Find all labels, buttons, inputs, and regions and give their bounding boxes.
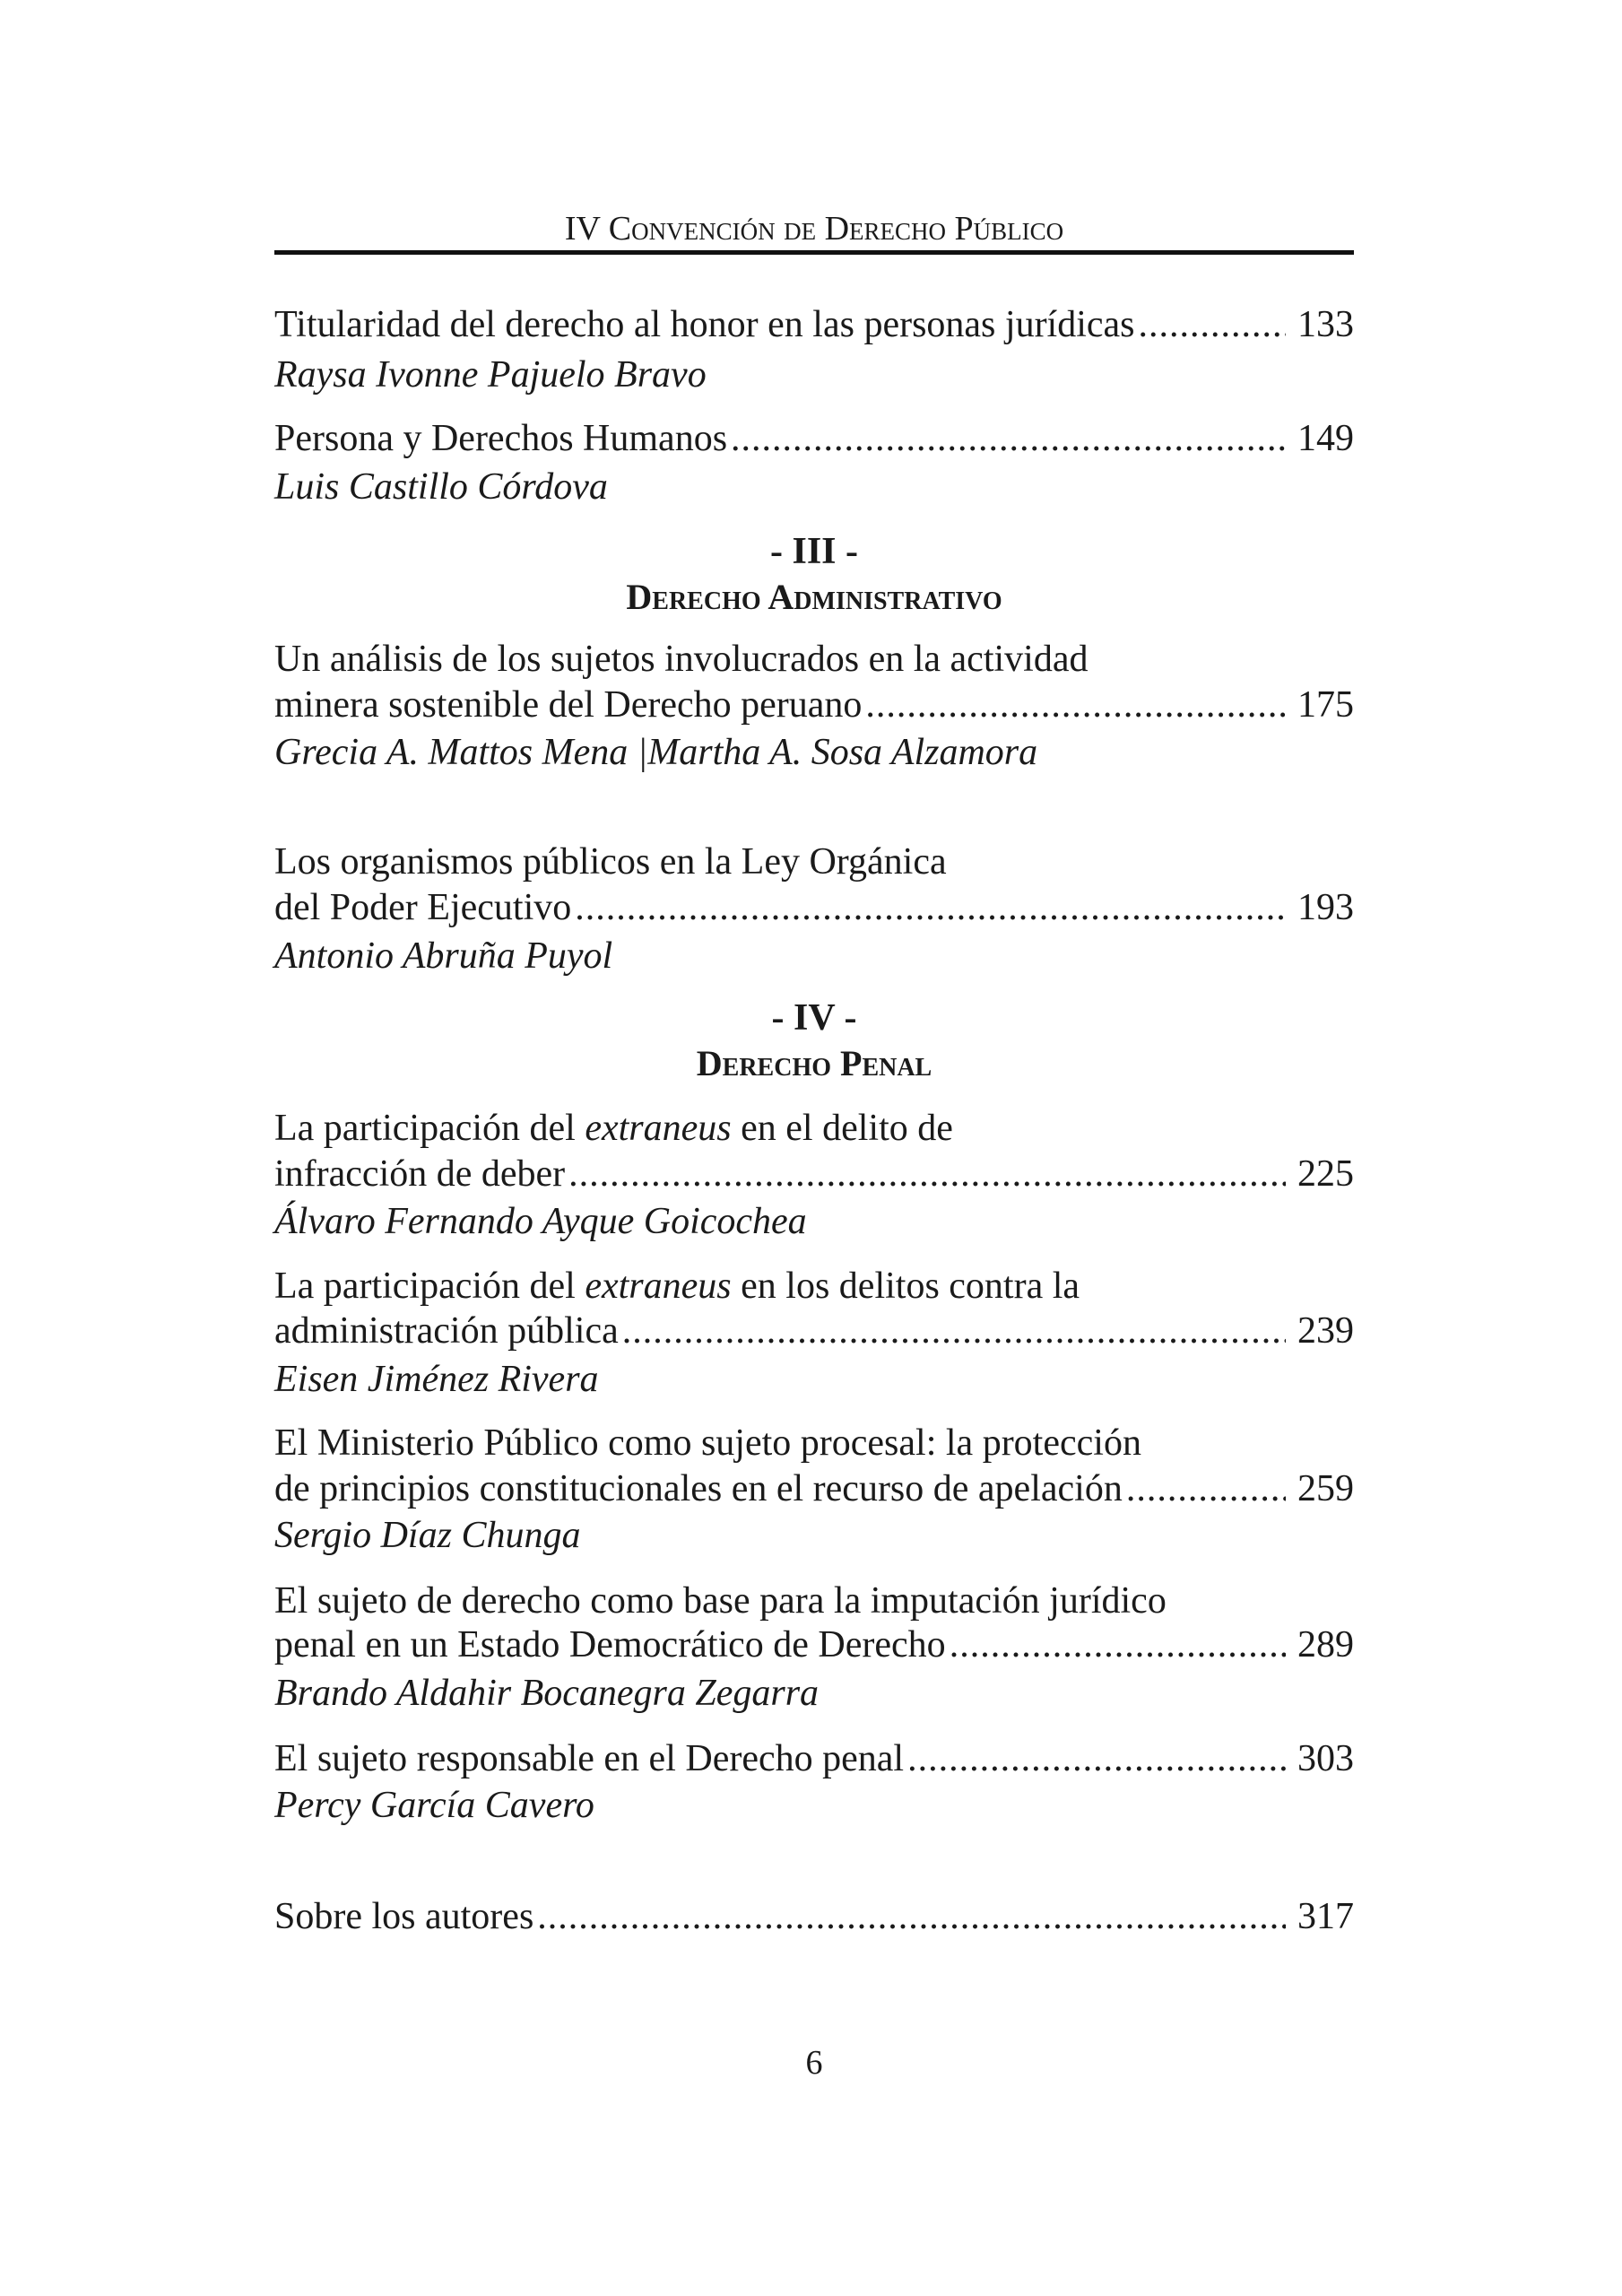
- section-numeral: - IV -: [771, 997, 857, 1039]
- entry-title: [274, 1894, 533, 1939]
- toc-entry-title-line[interactable]: [274, 1421, 1354, 1465]
- dot-leader: [622, 1309, 1286, 1353]
- running-header: IV Convención de Derecho Público: [564, 210, 1064, 248]
- entry-page-number: 303: [1297, 1738, 1354, 1779]
- entry-page-number: 133: [1297, 304, 1354, 345]
- dot-leader: [950, 1622, 1286, 1667]
- dot-leader: [1126, 1466, 1286, 1511]
- page-number: 6: [805, 2044, 823, 2082]
- entry-author: Antonio Abruña Puyol: [274, 935, 613, 977]
- section-heading: Derecho Penal: [696, 1043, 932, 1083]
- entry-title: [274, 1421, 1141, 1465]
- entry-author: Eisen Jiménez Rivera: [274, 1359, 599, 1400]
- entry-title: [274, 1466, 1123, 1511]
- title-segment: en los delitos contra la: [731, 1265, 1080, 1307]
- title-segment: Titularidad del derecho al honor en las personas jurídicas: [274, 304, 1135, 345]
- toc-entry-title-line[interactable]: [274, 1622, 1354, 1667]
- title-segment: del Poder Ejecutivo: [274, 887, 572, 928]
- title-segment: El sujeto responsable en el Derecho penal: [274, 1738, 905, 1779]
- italic-term: extraneus: [585, 1265, 732, 1307]
- entry-title: [274, 1622, 946, 1667]
- toc-entry-title-line[interactable]: [274, 1152, 1354, 1196]
- section-heading: Derecho Administrativo: [626, 577, 1002, 617]
- dot-leader: [537, 1894, 1286, 1939]
- entry-page-number: 259: [1297, 1468, 1354, 1509]
- dot-leader: [865, 683, 1286, 727]
- toc-entry-title-line[interactable]: [274, 1264, 1354, 1309]
- title-segment: de principios constitucionales en el recurso de apelación: [274, 1468, 1123, 1509]
- toc-entry-title-line[interactable]: [274, 885, 1354, 930]
- title-segment: El Ministerio Público como sujeto procesal: la protección: [274, 1422, 1141, 1464]
- header-rule: [274, 250, 1354, 255]
- dot-leader: [1139, 302, 1286, 347]
- title-segment: La participación del: [274, 1108, 585, 1149]
- entry-title: [274, 839, 947, 884]
- entry-author: Percy García Cavero: [274, 1785, 594, 1826]
- entry-title: [274, 637, 1088, 682]
- entry-title: [274, 683, 862, 727]
- section-numeral: - III -: [769, 531, 858, 572]
- title-segment: infracción de deber: [274, 1153, 566, 1195]
- title-segment: Persona y Derechos Humanos: [274, 418, 728, 459]
- toc-entry-title-line[interactable]: [274, 637, 1354, 682]
- title-segment: Sobre los autores: [274, 1896, 534, 1937]
- entry-page-number: 317: [1297, 1896, 1354, 1937]
- title-segment: en el delito de: [731, 1108, 953, 1149]
- entry-title: [274, 1309, 619, 1353]
- title-segment: Un análisis de los sujetos involucrados en la actividad: [274, 639, 1089, 680]
- entry-author: Luis Castillo Córdova: [274, 466, 608, 508]
- toc-entry-title-line[interactable]: [274, 416, 1354, 461]
- dot-leader: [568, 1152, 1286, 1196]
- entry-author: Raysa Ivonne Pajuelo Bravo: [274, 354, 707, 396]
- toc-entry-title-line[interactable]: [274, 1894, 1354, 1939]
- toc-entry-title-line[interactable]: [274, 1578, 1354, 1623]
- toc-entry-title-line[interactable]: [274, 839, 1354, 884]
- toc-entry-title-line[interactable]: [274, 683, 1354, 727]
- italic-term: extraneus: [585, 1108, 732, 1149]
- title-segment: El sujeto de derecho como base para la imputación jurídico: [274, 1580, 1167, 1622]
- toc-entry-title-line[interactable]: [274, 1736, 1354, 1781]
- entry-page-number: 193: [1297, 887, 1354, 928]
- entry-title: [274, 416, 727, 461]
- entry-title: [274, 1264, 1080, 1309]
- title-segment: Los organismos públicos en la Ley Orgánica: [274, 841, 947, 883]
- title-segment: minera sostenible del Derecho peruano: [274, 684, 863, 726]
- entry-page-number: 289: [1297, 1624, 1354, 1665]
- entry-page-number: 239: [1297, 1310, 1354, 1352]
- title-segment: penal en un Estado Democrático de Derecho: [274, 1624, 946, 1665]
- toc-entry-title-line[interactable]: [274, 1106, 1354, 1151]
- toc-entry-title-line[interactable]: [274, 1309, 1354, 1353]
- entry-title: [274, 1152, 565, 1196]
- entry-title: [274, 885, 571, 930]
- entry-page-number: 225: [1297, 1153, 1354, 1195]
- entry-title: [274, 1736, 904, 1781]
- entry-author: Álvaro Fernando Ayque Goicochea: [274, 1201, 807, 1242]
- dot-leader: [731, 416, 1286, 461]
- entry-page-number: 149: [1297, 418, 1354, 459]
- entry-title: [274, 1578, 1167, 1623]
- entry-author: Grecia A. Mattos Mena |Martha A. Sosa Alzamora: [274, 732, 1038, 773]
- dot-leader: [575, 885, 1286, 930]
- entry-title: [274, 302, 1135, 347]
- entry-author: Brando Aldahir Bocanegra Zegarra: [274, 1673, 820, 1714]
- title-segment: administración pública: [274, 1310, 619, 1352]
- toc-entry-title-line[interactable]: [274, 302, 1354, 347]
- entry-title: [274, 1106, 953, 1151]
- entry-author: Sergio Díaz Chunga: [274, 1515, 581, 1556]
- dot-leader: [907, 1736, 1286, 1781]
- title-segment: La participación del: [274, 1265, 585, 1307]
- toc-entry-title-line[interactable]: [274, 1466, 1354, 1511]
- entry-page-number: 175: [1297, 684, 1354, 726]
